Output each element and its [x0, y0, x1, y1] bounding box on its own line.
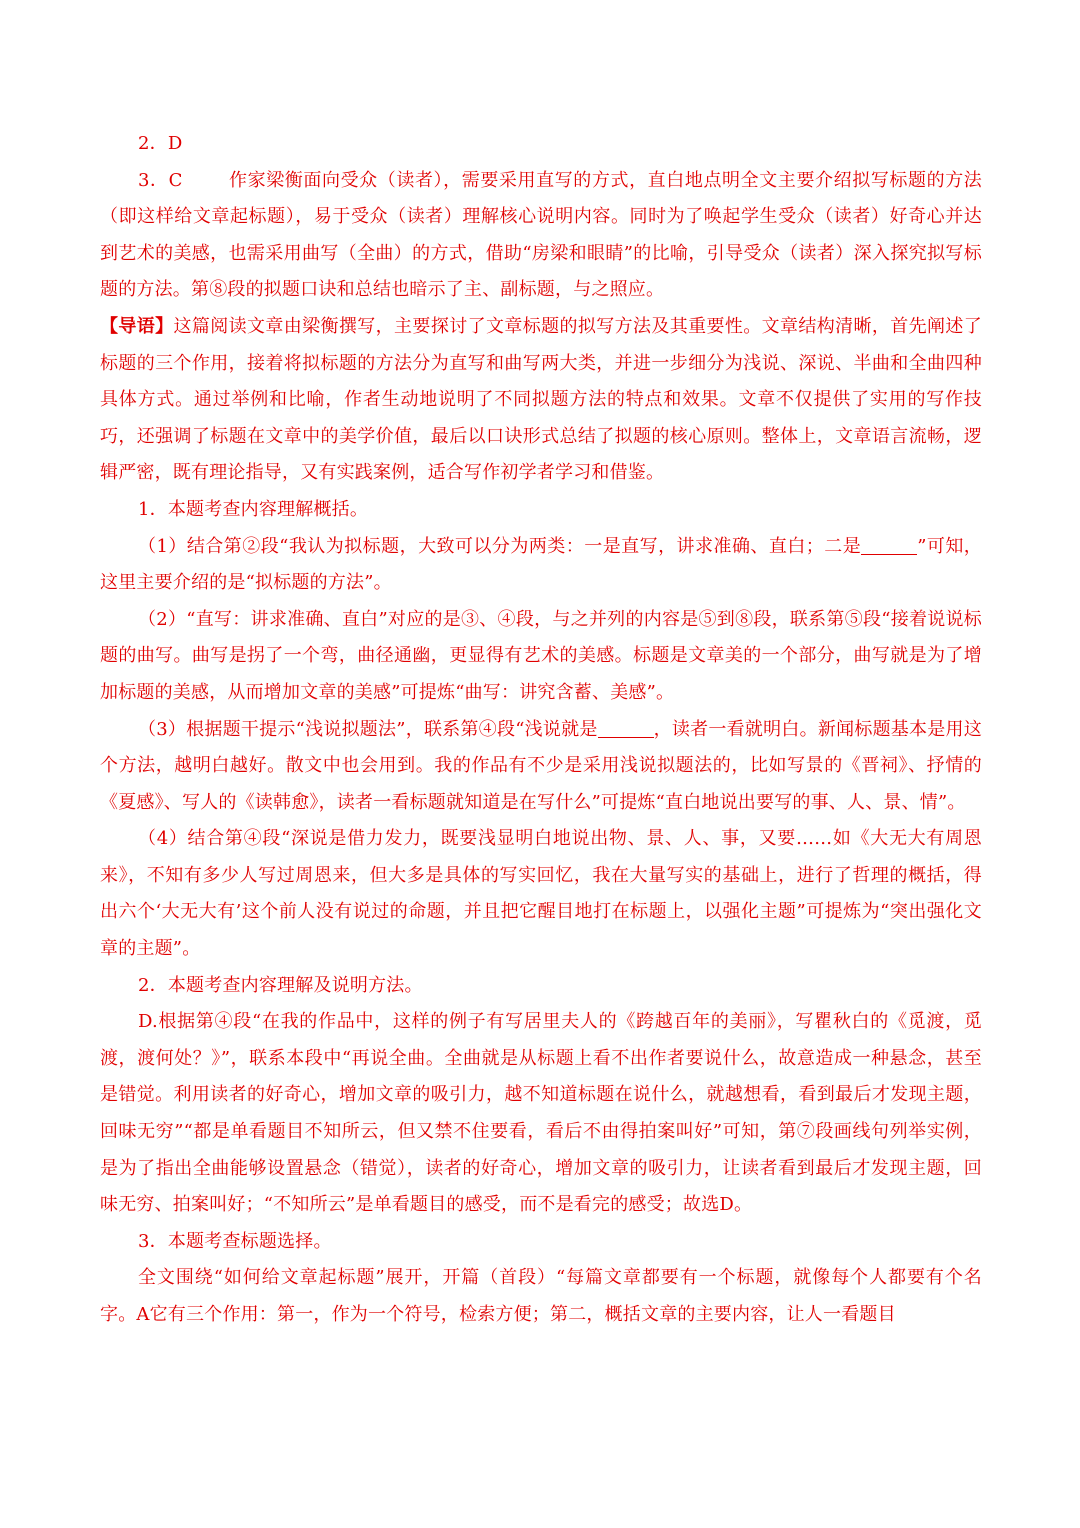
answer-q3 — [100, 163, 982, 309]
analysis-item3-heading: 3．本题考查标题选择。 — [138, 1230, 332, 1252]
answer-q3-number: 3． — [138, 169, 169, 191]
sub3-before-text: （3）根据题干提示“浅说拟题法”，联系第④段“浅说就是 — [138, 718, 598, 740]
sub1-before-text: （1）结合第②段“我认为拟标题，大致可以分为两类：一是直写，讲求准确、直白；二是 — [138, 535, 862, 557]
analysis-item2-text: D.根据第④段“在我的作品中，这样的例子有写居里夫人的《跨越百年的美丽》，写瞿秋白的《觅渡，觅渡，渡何处？》”，联系本段中“再说全曲。全曲就是从标题上看不出作者要说什么，故意造成一种悬念，甚至是错觉。利用读者的好奇心，增加文章的吸引力，越不知道标题在说什么，就越想看，看到最后才发现主题，回味无穷”“都是单看题目不知所云，但又禁不住要看，看后不由得拍案叫好”可知，第⑦段画线句列举实例，是为了指出全曲能够设置悬念（错觉），读者的好奇心，增加文章的吸引力，让读者看到最后才发现主题，回味无穷、拍案叫好；“不知所云”是单看题目的感受，而不是看完的感受；故选D。 — [100, 1011, 982, 1216]
analysis-item1-heading: 1．本题考查内容理解概括。 — [138, 498, 369, 520]
analysis-item1-sub4: （4）结合第④段“深说是借力发力，既要浅显明白地说出物、景、人、事，又要……如《大无大有周恩来》，不知有多少人写过周恩来，但大多是具体的写实回忆，我在大量写实的基础上，进行了哲理的概括，得出六个‘大无大有’这个前人没有说过的命题，并且把它醒目地打在标题上，以强化主题”可提炼为“突出强化文章的主题”。 — [100, 828, 982, 960]
sub3-after-text: ，读者一看就明白。新闻标题基本是用这个方法，越明白越好。散文中也会用到。我的作品有不少是采用浅说拟题法的，比如写景的《晋祠》、抒情的《夏感》、写人的《读韩愈》，读者一看标题就知道是在写什么”可提炼“直白地说出要写的事、人、景、情”。 — [100, 718, 982, 813]
analysis-item1-sub1 — [100, 529, 982, 602]
answer-q2-choice: D — [167, 133, 183, 154]
analysis-item2-heading: 2．本题考查内容理解及说明方法。 — [138, 974, 423, 996]
analysis-item1-sub3 — [100, 712, 982, 822]
fill-blank-line — [861, 534, 917, 555]
guide-tag: 【导语】 — [100, 315, 174, 337]
answer-q2 — [100, 126, 982, 163]
answer-q2-number: 2． — [138, 133, 168, 154]
fill-blank-line — [598, 717, 654, 738]
sub1-after-text: ”可知，这里主要介绍的是“拟标题的方法”。 — [100, 535, 982, 594]
answer-q3-choice: C — [168, 169, 183, 191]
guide-text: 这篇阅读文章由梁衡撰写，主要探讨了文章标题的拟写方法及其重要性。文章结构清晰，首先阐述了标题的三个作用，接着将拟标题的方法分为直写和曲写两大类，并进一步细分为浅说、深说、半曲和全曲四种具体方式。通过举例和比喻，作者生动地说明了不同拟题方法的特点和效果。文章不仅提供了实用的写作技巧，还强调了标题在文章中的美学价值，最后以口诀形式总结了拟题的核心原则。整体上，文章语言流畅，逻辑严密，既有理论指导，又有实践案例，适合写作初学者学习和借鉴。 — [100, 315, 982, 484]
analysis-item1-sub2: （2）“直写：讲求准确、直白”对应的是③、④段，与之并列的内容是⑤到⑧段，联系第⑤段“接着说说标题的曲写。曲写是拐了一个弯，曲径通幽，更显得有艺术的美感。标题是文章美的一个部分，曲写就是为了增加标题的美感，从而增加文章的美感”可提炼“曲写：讲究含蓄、美感”。 — [100, 608, 982, 703]
answer-q3-explanation: 作家梁衡面向受众（读者），需要采用直写的方式，直白地点明全文主要介绍拟写标题的方法（即这样给文章起标题），易于受众（读者）理解核心说明内容。同时为了唤起学生受众（读者）好奇心并达到艺术的美感，也需采用曲写（全曲）的方式，借助“房梁和眼睛”的比喻，引导受众（读者）深入探究拟写标题的方法。第⑧段的拟题口诀和总结也暗示了主、副标题，与之照应。 — [100, 169, 982, 301]
analysis-item3-text: 全文围绕“如何给文章起标题”展开，开篇（首段）“每篇文章都要有一个标题，就像每个人都要有个名字。A它有三个作用：第一，作为一个符号，检索方便；第二，概括文章的主要内容，让人一看题目 — [100, 1267, 982, 1325]
document-page — [100, 126, 982, 1334]
guide-paragraph — [100, 309, 982, 492]
